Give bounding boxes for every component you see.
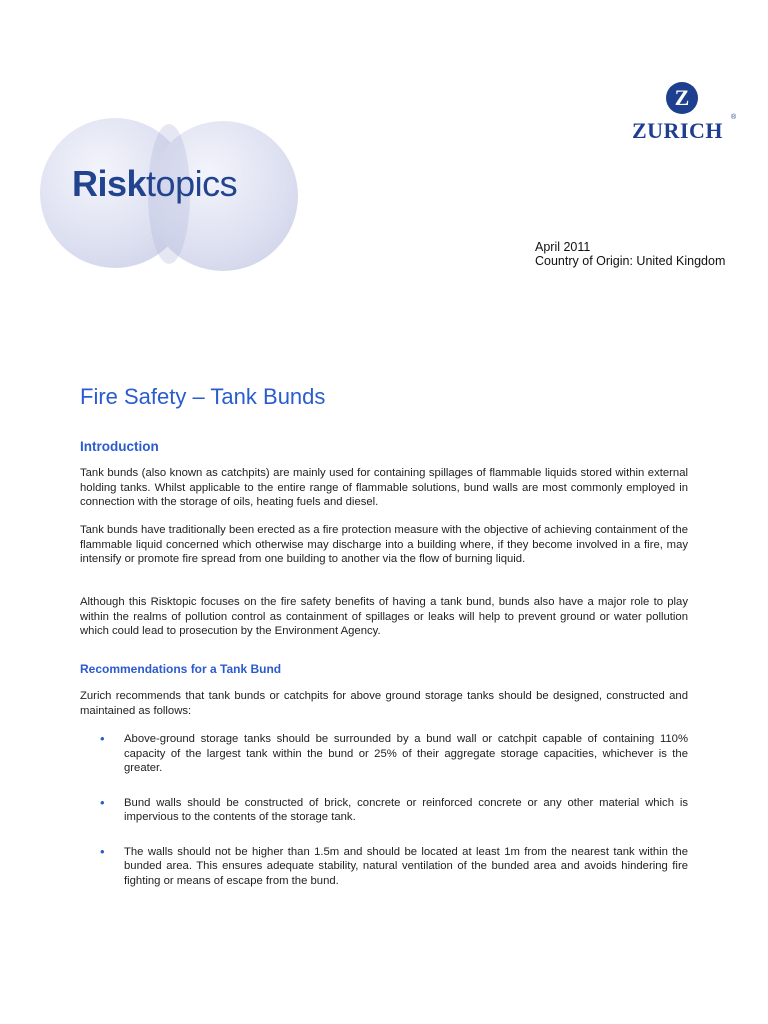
bullet-icon: •	[100, 843, 105, 859]
publication-date: April 2011	[535, 240, 591, 254]
list-item	[100, 732, 688, 776]
brand-bold-text: Risk	[72, 163, 147, 204]
list-item-text: Bund walls should be constructed of brick, concrete or reinforced concrete or any other material which is impervious to the contents of the storage tank.	[124, 796, 688, 823]
country-of-origin: Country of Origin: United Kingdom	[535, 254, 726, 268]
list-item	[100, 845, 688, 889]
bullet-icon: •	[100, 731, 105, 746]
risktopics-wordmark	[72, 163, 237, 205]
list-item-text: Above-ground storage tanks should be surrounded by a bund wall or catchpit capable of containing 110% capacity of the largest tank within the bund or 25% of their aggregate storage capacities, whichever is the greater.	[124, 733, 688, 774]
document-title: Fire Safety – Tank Bunds	[80, 384, 326, 409]
brand-light-text: topics	[146, 163, 238, 204]
recommendations-list	[100, 732, 688, 888]
registered-mark: ®	[731, 114, 737, 121]
zurich-wordmark: ZURICH	[632, 118, 724, 143]
document-meta	[535, 240, 725, 268]
introduction-heading: Introduction	[80, 439, 159, 454]
recommendations-heading: Recommendations for a Tank Bund	[80, 662, 282, 676]
intro-paragraph-2: Tank bunds have traditionally been erected as a fire protection measure with the objective of achieving containment of the flammable liquid concerned which otherwise may discharge into a building where, if they become involved in a fire, may intensify or promote fire spread from one building to another via the flow of burning liquid.	[80, 524, 688, 565]
zurich-logo	[632, 82, 742, 152]
list-item	[100, 796, 688, 825]
list-item-text: The walls should not be higher than 1.5m and should be located at least 1m from the nearest tank within the bunded area. This ensures adequate stability, natural ventilation of the bunded area and avoids hindering fire fighting or means of escape from the bund.	[124, 845, 688, 887]
intro-paragraph-3: Although this Risktopic focuses on the fire safety benefits of having a tank bund, bunds also have a major role to play within the realms of pollution control as containment of spillages or leaks will help to prevent ground or water pollution which could lead to prosecution by the Environment Agency.	[80, 596, 688, 637]
recommendations-intro: Zurich recommends that tank bunds or catchpits for above ground storage tanks should be designed, constructed and maintained as follows:	[80, 690, 688, 717]
intro-paragraph-1: Tank bunds (also known as catchpits) are mainly used for containing spillages of flammable liquids stored within external holding tanks. Whilst applicable to the entire range of flammable solutions, bund walls are most commonly employed in connection with the storage of oils, heating fuels and diesel.	[80, 467, 688, 508]
zurich-z-icon: Z	[666, 82, 698, 114]
bullet-icon: •	[100, 794, 105, 810]
